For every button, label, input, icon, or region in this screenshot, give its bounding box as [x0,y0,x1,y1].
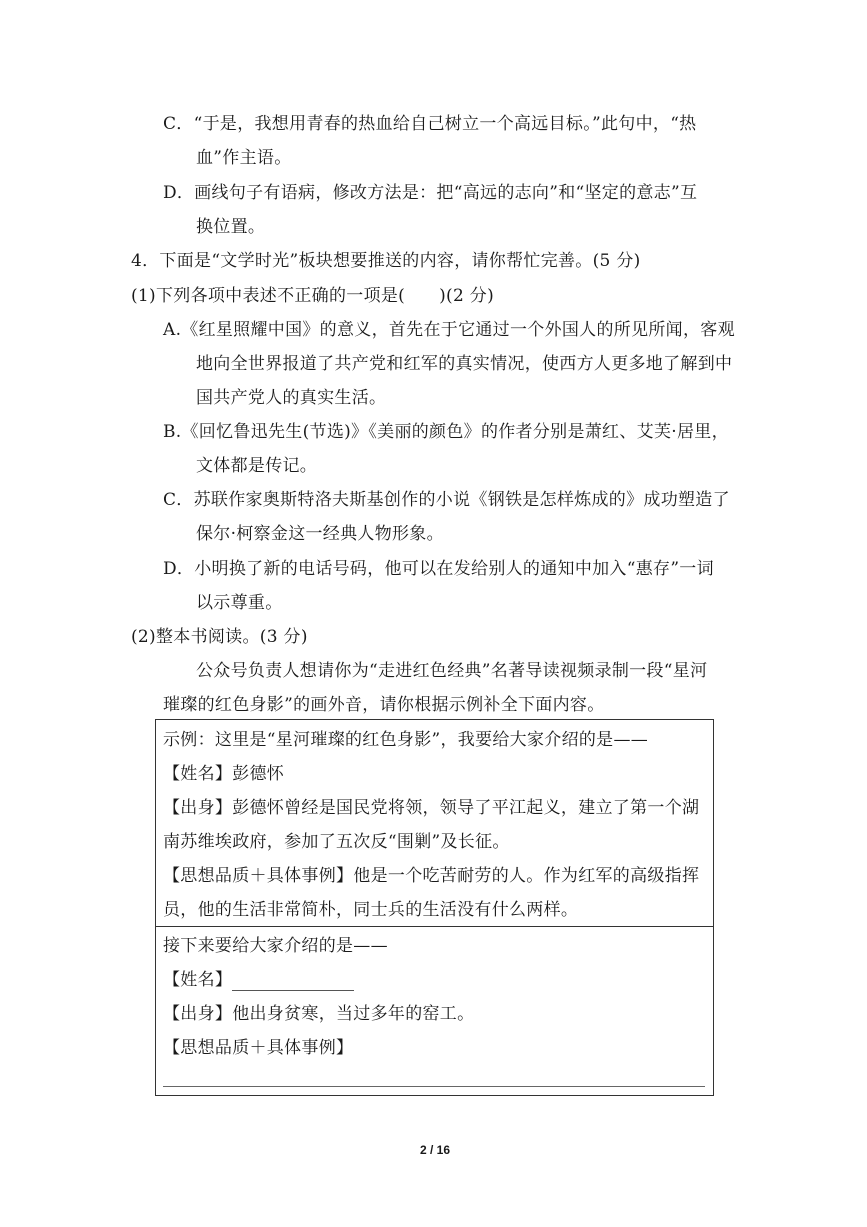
page-number: 2 / 16 [420,1143,451,1157]
q4-option-d-line1: D．小明换了新的电话号码，他可以在发给别人的通知中加入“惠存”一词 [163,559,714,579]
task-name-label: 【姓名】 [163,970,233,990]
q4-sub1-suffix: )(2 分) [439,286,495,306]
q3-option-c-line2: 血”作主语。 [196,148,292,168]
quality-answer-line[interactable] [163,1086,705,1087]
q4-option-a-line1: A.《红星照耀中国》的意义，首先在于它通过一个外国人的所见所闻，客观 [163,320,735,340]
example-quality-line2: 员，他的生活非常简朴，同士兵的生活没有什么两样。 [163,900,579,920]
q4-sub1-prefix: (1)下列各项中表述不正确的一项是( [131,286,406,306]
q4-intro-line1: 公众号负责人想请你为“走进红色经典”名著导读视频录制一段“星河 [196,661,708,681]
task-intro: 接下来要给大家介绍的是—— [163,936,388,956]
example-name: 【姓名】彭德怀 [163,764,285,784]
example-origin-line1: 【出身】彭德怀曾经是国民党将领，领导了平江起义，建立了第一个湖 [163,798,700,818]
q4-option-b-line1: B.《回忆鲁迅先生(节选)》《美丽的颜色》的作者分别是萧红、艾芙·居里， [163,422,729,442]
example-line1: 示例：这里是“星河璀璨的红色身影”，我要给大家介绍的是—— [163,730,649,750]
q4-sub2-heading: (2)整本书阅读。(3 分) [131,627,308,647]
example-origin-line2: 南苏维埃政府，参加了五次反“围剿”及长征。 [163,832,510,852]
table-divider [155,926,714,927]
q4-heading: 4．下面是“文学时光”板块想要推送的内容，请你帮忙完善。(5 分) [131,251,641,271]
q4-option-a-line3: 国共产党人的真实生活。 [196,388,387,408]
q4-option-a-line2: 地向全世界报道了共产党和红军的真实情况，使西方人更多地了解到中 [196,354,733,374]
q3-option-d-line1: D．画线句子有语病，修改方法是：把“高远的志向”和“坚定的意志”互 [163,183,698,203]
q4-intro-line2: 璀璨的红色身影”的画外音，请你根据示例补全下面内容。 [163,695,605,715]
q4-option-d-line2: 以示尊重。 [196,593,283,613]
task-origin: 【出身】他出身贫寒，当过多年的窑工。 [163,1004,475,1024]
task-quality-label: 【思想品质＋具体事例】 [163,1038,354,1058]
q4-option-c-line1: C．苏联作家奥斯特洛夫斯基创作的小说《钢铁是怎样炼成的》成功塑造了 [163,490,730,510]
task-name-row [163,969,354,991]
q3-option-d-line2: 换位置。 [196,217,266,237]
name-answer-blank[interactable] [232,972,354,991]
q4-option-c-line2: 保尔·柯察金这一经典人物形象。 [196,524,444,544]
example-quality-line1: 【思想品质＋具体事例】他是一个吃苦耐劳的人。作为红军的高级指挥 [163,866,700,886]
q4-option-b-line2: 文体都是传记。 [196,456,318,476]
q3-option-c-line1: C．“于是，我想用青春的热血给自己树立一个高远目标。”此句中，“热 [163,114,697,134]
q4-sub1-stem [131,285,494,307]
